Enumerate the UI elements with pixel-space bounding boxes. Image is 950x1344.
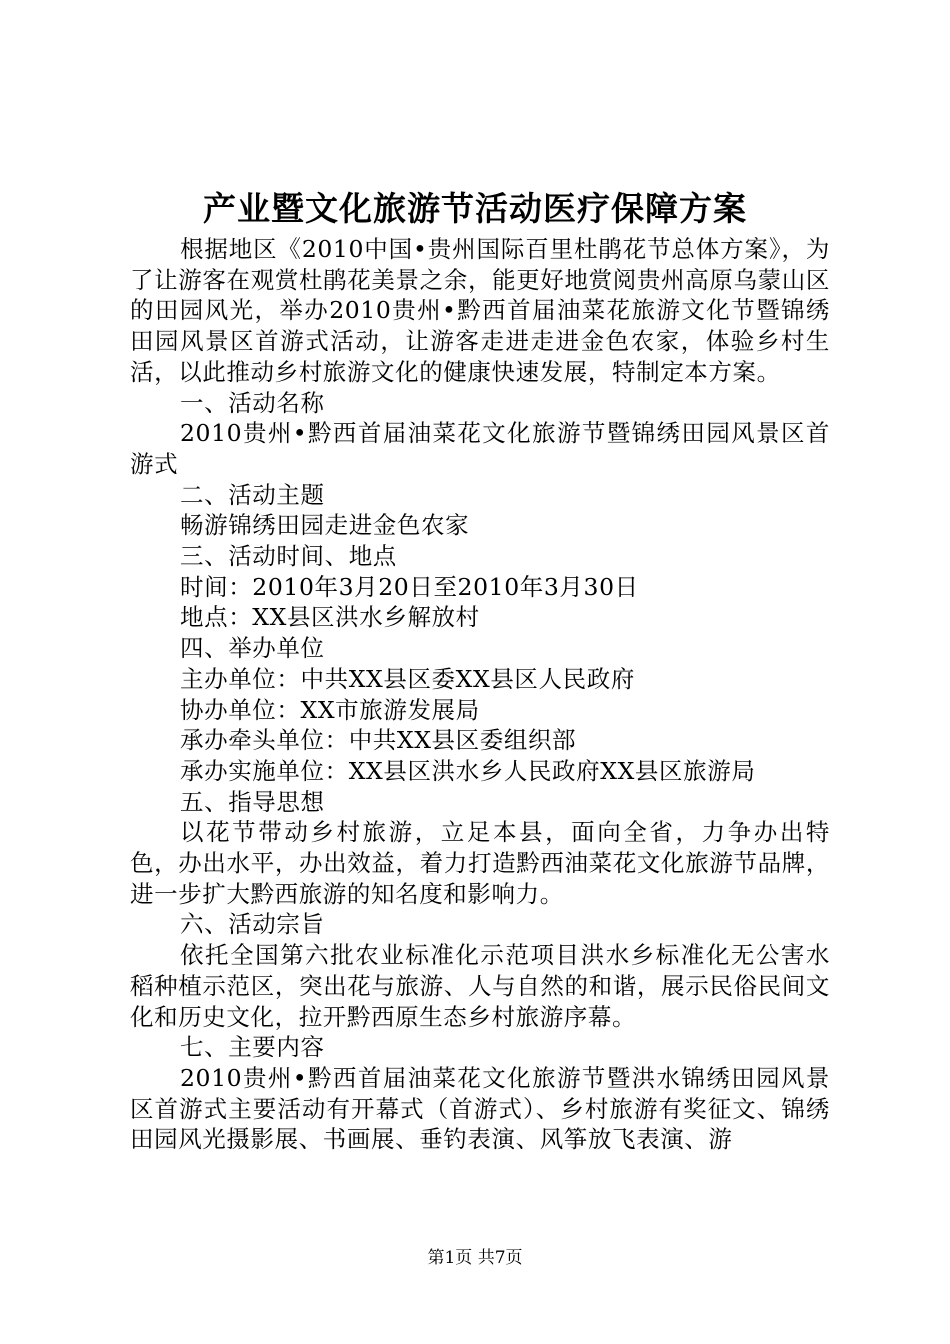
section-heading-3: 三、活动时间、地点 [180,542,397,571]
activity-theme-paragraph: 畅游锦绣田园走进金色农家 [180,511,470,540]
section-heading-1: 一、活动名称 [180,388,325,417]
section-heading-5: 五、指导思想 [180,787,325,816]
page-footer: 第1页 共7页 [427,1248,523,1268]
main-content-paragraph: 2010贵州•黔西首届油菜花文化旅游节暨洪水锦绣田园风景区首游式主要活动有开幕式（首游式）、乡村旅游有奖征文、锦绣田园风光摄影展、书画展、垂钓表演、风筝放飞表演、游 [130,1063,830,1154]
activity-location-line: 地点：XX县区洪水乡解放村 [180,603,480,632]
host-unit-line: 主办单位：中共XX县区委XX县区人民政府 [180,664,635,693]
section-heading-2: 二、活动主题 [180,480,325,509]
intro-paragraph: 根据地区《2010中国•贵州国际百里杜鹃花节总体方案》，为了让游客在观赏杜鹃花美景之余，能更好地赏阅贵州高原乌蒙山区的田园风光，举办2010贵州•黔西首届油菜花旅游文化节暨锦绣田园风景区首游式活动，让游客走进走进金色农家，体验乡村生活，以此推动乡村旅游文化的健康快速发展，特制定本方案。 [130,235,830,386]
guiding-idea-paragraph: 以花节带动乡村旅游，立足本县，面向全省，力争办出特色，办出水平，办出效益，着力打造黔西油菜花文化旅游节品牌，进一步扩大黔西旅游的知名度和影响力。 [130,818,830,908]
purpose-paragraph: 依托全国第六批农业标准化示范项目洪水乡标准化无公害水稻种植示范区，突出花与旅游、人与自然的和谐，展示民俗民间文化和历史文化，拉开黔西原生态乡村旅游序幕。 [130,941,830,1031]
implementing-organizer-line: 承办实施单位：XX县区洪水乡人民政府XX县区旅游局 [180,756,756,785]
activity-time-line: 时间：2010年3月20日至2010年3月30日 [180,572,639,601]
section-heading-4: 四、举办单位 [180,634,325,663]
section-heading-7: 七、主要内容 [180,1033,325,1062]
lead-organizer-line: 承办牵头单位：中共XX县区委组织部 [180,726,577,755]
section-heading-6: 六、活动宗旨 [180,910,325,939]
document-title: 产业暨文化旅游节活动医疗保障方案 [203,189,747,228]
activity-name-paragraph: 2010贵州•黔西首届油菜花文化旅游节暨锦绣田园风景区首游式 [130,419,830,478]
document-body [130,234,830,1155]
co-host-unit-line: 协办单位：XX市旅游发展局 [180,695,480,724]
